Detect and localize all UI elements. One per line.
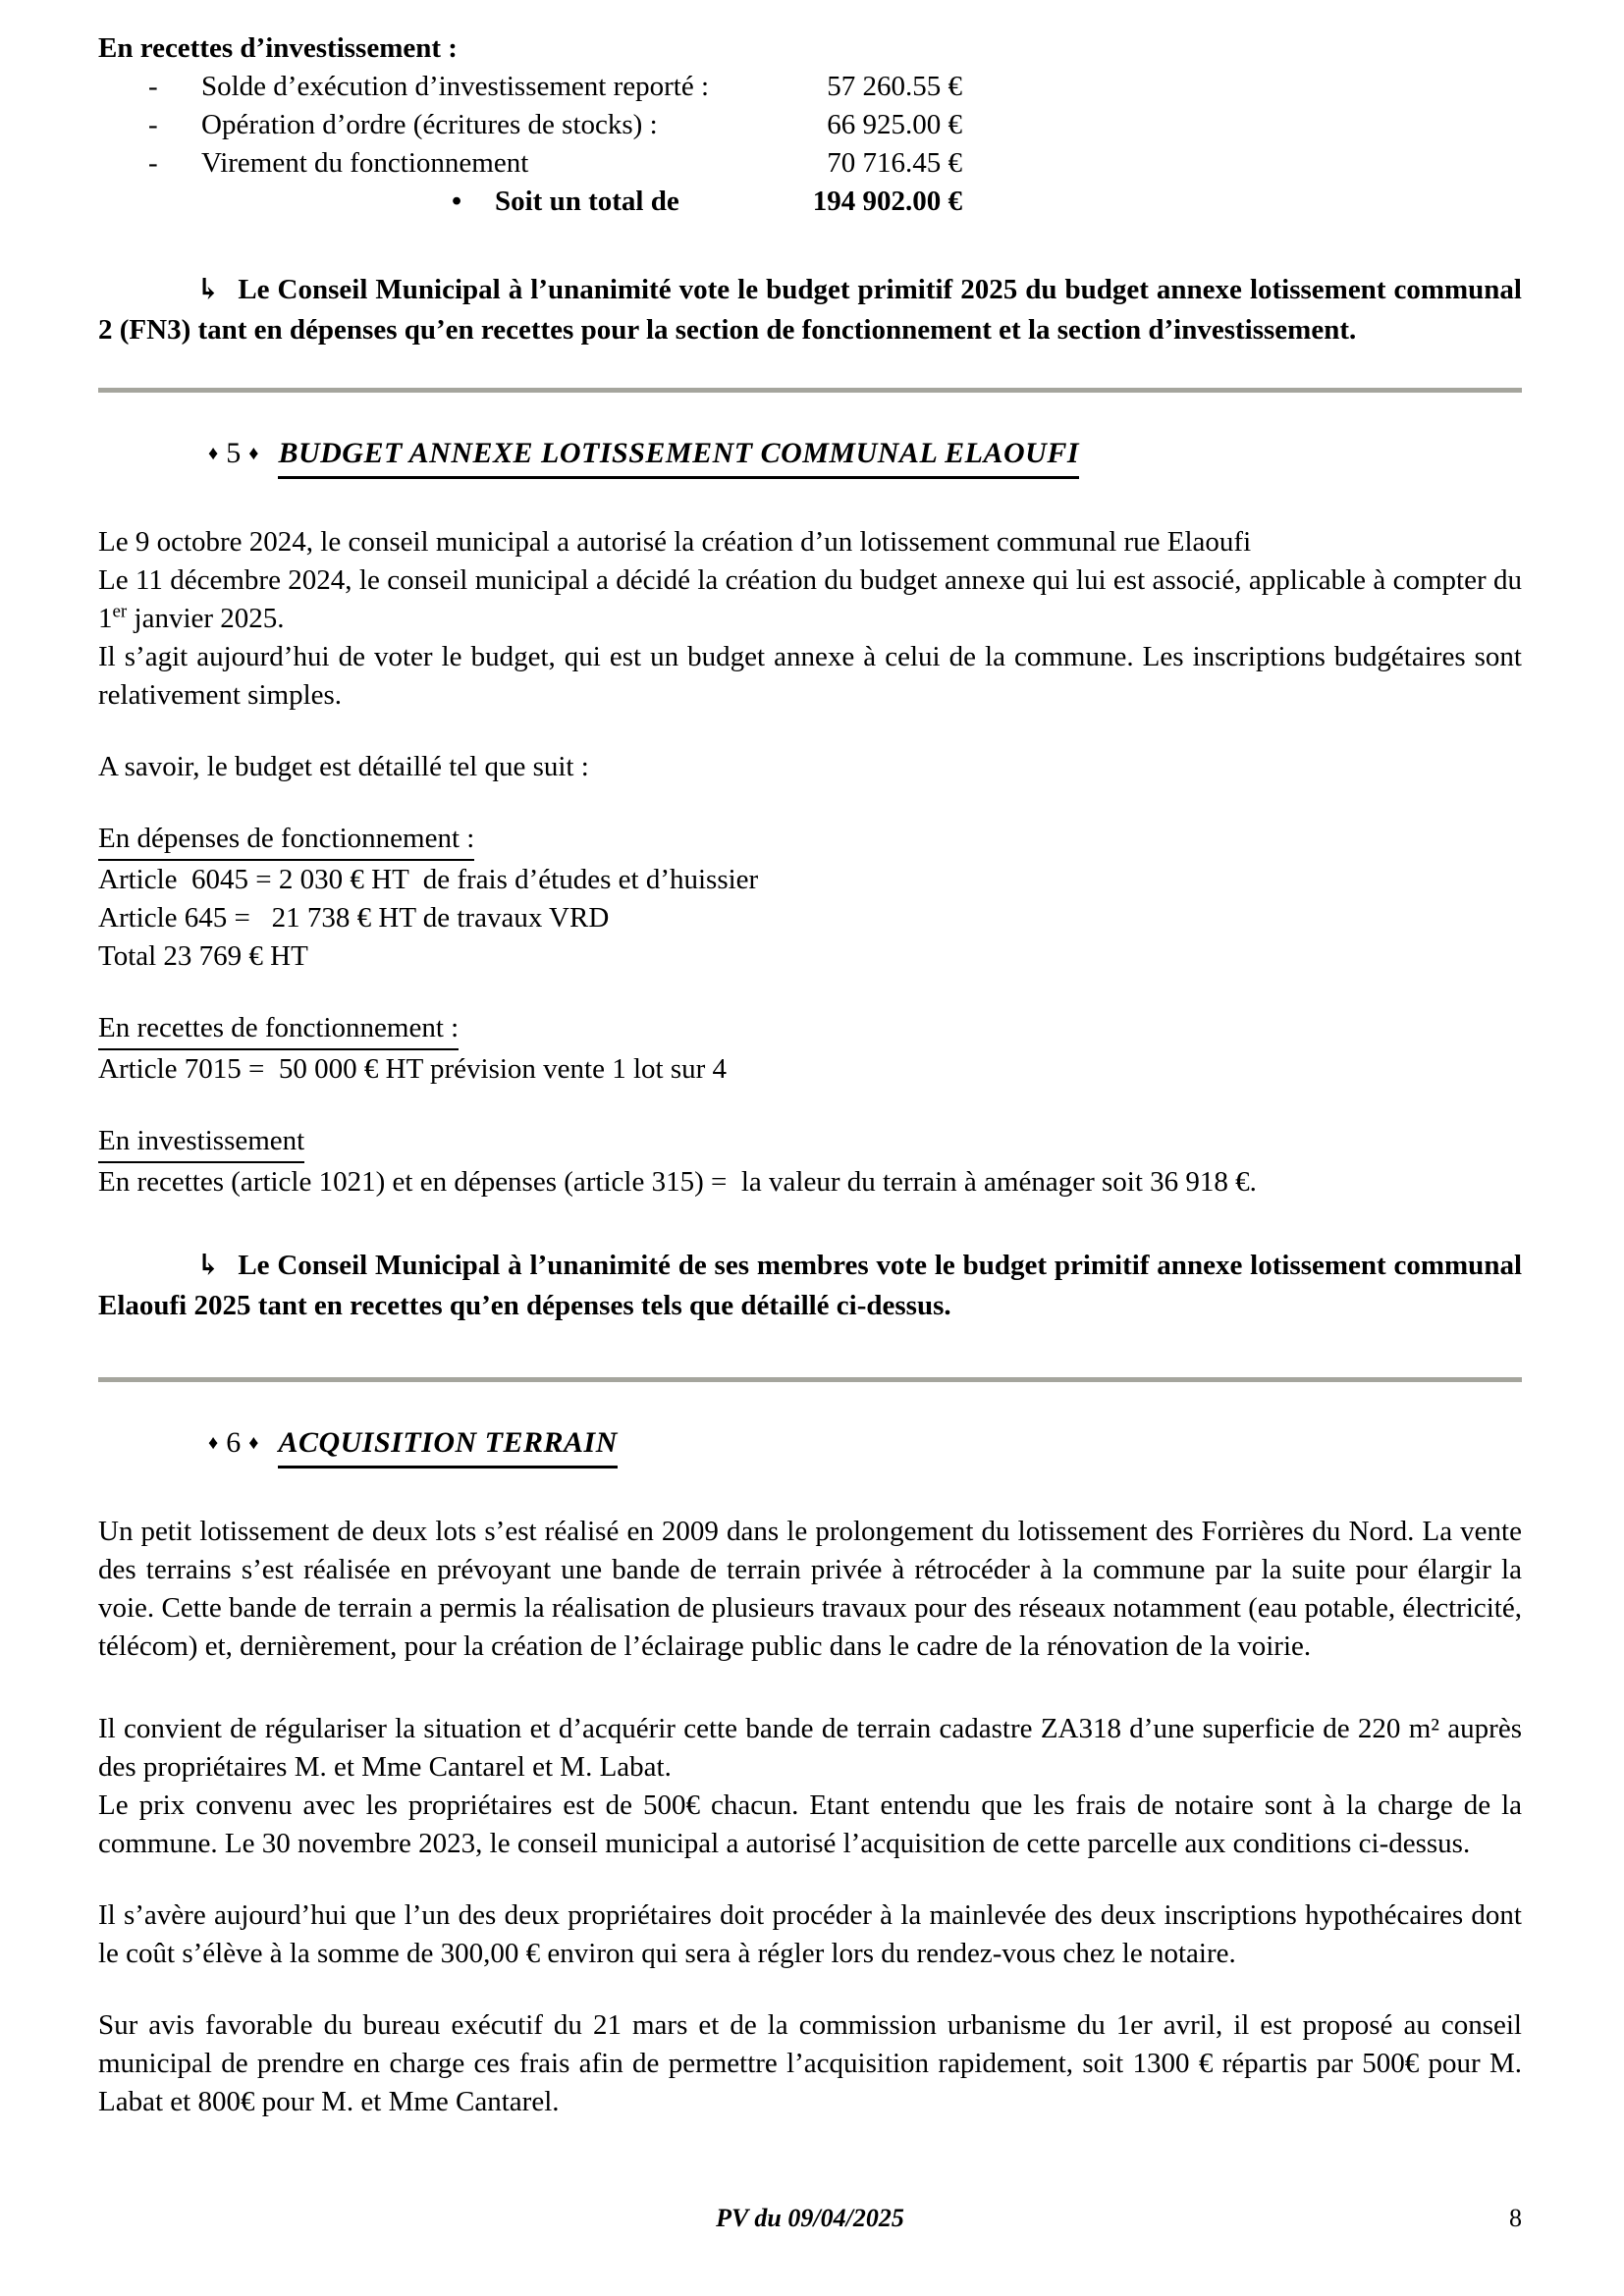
paragraph-a-savoir: A savoir, le budget est détaillé tel que suit :	[98, 751, 589, 782]
diamond-icon: ♦	[248, 443, 259, 464]
budget-line-article-645: Article 645 = 21 738 € HT de travaux VRD	[98, 902, 610, 934]
section-5-heading	[202, 434, 1522, 479]
text-line: Il s’agit aujourd’hui de voter le budget, qui est un budget annexe à celui de la commune. Les inscriptions budgétaires sont relativement simples.	[98, 641, 1522, 711]
section-divider	[98, 388, 1522, 393]
dash-marker: -	[148, 109, 158, 140]
item-value: 70 716.45 €	[827, 147, 962, 179]
section-number: 6	[226, 1426, 242, 1459]
section-6-heading	[202, 1423, 1522, 1468]
dash-marker: -	[148, 71, 158, 102]
subheading-recettes-fonctionnement	[98, 1009, 1522, 1050]
budget-line-article-6045: Article 6045 = 2 030 € HT de frais d’études et d’huissier	[98, 864, 759, 895]
text-line: Le 9 octobre 2024, le conseil municipal a autorisé la création d’un lotissement communal rue Elaoufi	[98, 526, 1252, 558]
page-number: 8	[1509, 2204, 1522, 2232]
paragraph-mainlevee: Il s’avère aujourd’hui que l’un des deux propriétaires doit procéder à la mainlevée des deux inscriptions hypothécaires dont le coût s’élève à la somme de 300,00 € environ qui sera à régler lors du rendez-vous chez le notaire.	[98, 1899, 1522, 1969]
superscript-er: er	[112, 601, 128, 622]
budget-line-investissement: En recettes (article 1021) et en dépenses (article 315) = la valeur du terrain à aménager soit 36 918 €.	[98, 1166, 1257, 1198]
dash-marker: -	[148, 147, 158, 179]
text-block: Le prix convenu avec les propriétaires est de 500€ chacun. Etant entendu que les frais de notaire sont à la charge de la commune. Le 30 novembre 2023, le conseil municipal a autorisé l’acquisition de cette parcelle aux conditions ci-dessus.	[98, 1789, 1522, 1859]
item-value: 57 260.55 €	[827, 71, 962, 102]
section-title: BUDGET ANNEXE LOTISSEMENT COMMUNAL ELAOUFI	[278, 434, 1079, 479]
budget-line-article-7015: Article 7015 = 50 000 € HT prévision vente 1 lot sur 4	[98, 1053, 728, 1085]
list-item	[98, 144, 962, 183]
page-footer	[98, 2202, 1522, 2235]
budget-line-total: Total 23 769 € HT	[98, 940, 308, 972]
diamond-icon: ♦	[248, 1432, 259, 1454]
section-title: ACQUISITION TERRAIN	[278, 1423, 617, 1468]
underlined-text: En investissement	[98, 1122, 304, 1163]
council-resolution-fn3	[98, 270, 1522, 350]
text-line	[98, 561, 1522, 638]
bullet-marker: •	[452, 186, 462, 217]
return-arrow-icon: ↳	[196, 1250, 221, 1281]
item-label: Opération d’ordre (écritures de stocks) :	[201, 109, 658, 140]
diamond-icon: ♦	[208, 1432, 219, 1454]
footer-title: PV du 09/04/2025	[716, 2204, 904, 2232]
council-resolution-elaoufi	[98, 1246, 1522, 1326]
paragraph-avis-favorable: Sur avis favorable du bureau exécutif du 21 mars et de la commission urbanisme du 1er avril, il est proposé au conseil municipal de prendre en charge ces frais afin de permettre l’acquisition rapidement, soit 1300 € répartis par 500€ pour M. Labat et 800€ pour M. et Mme Cantarel.	[98, 2009, 1522, 2117]
text-block: Il convient de régulariser la situation et d’acquérir cette bande de terrain cadastre ZA318 d’une superficie de 220 m² auprès des propriétaires M. et Mme Cantarel et M. Labat.	[98, 1713, 1522, 1783]
return-arrow-icon: ↳	[196, 274, 221, 305]
total-label: Soit un total de	[495, 186, 679, 217]
item-label: Virement du fonctionnement	[201, 147, 529, 179]
recettes-investissement-block	[98, 29, 1522, 221]
subheading-depenses-fonctionnement	[98, 820, 1522, 861]
text-segment: janvier 2025.	[127, 603, 285, 634]
item-value: 66 925.00 €	[827, 109, 962, 140]
text-segment: Le 11 décembre 2024, le conseil municipal a décidé la création du budget annexe qui lui est associé, applicable à compter du 1	[98, 564, 1522, 634]
underlined-text: En dépenses de fonctionnement :	[98, 820, 474, 861]
item-label: Solde d’exécution d’investissement reporté :	[201, 71, 710, 102]
paragraph-regularisation	[98, 1710, 1522, 1863]
total-value: 194 902.00 €	[812, 186, 962, 217]
section-number: 5	[226, 437, 242, 469]
total-row	[98, 183, 962, 221]
subheading-investissement	[98, 1122, 1522, 1163]
diamond-icon: ♦	[208, 443, 219, 464]
paragraph-lotissement-2009: Un petit lotissement de deux lots s’est réalisé en 2009 dans le prolongement du lotissement des Forrières du Nord. La vente des terrains s’est réalisée en prévoyant une bande de terrain privée à rétrocéder à la commune par la suite pour élargir la voie. Cette bande de terrain a permis la réalisation de plusieurs travaux pour des réseaux notamment (eau potable, électricité, télécom) et, dernièrement, pour la création de l’éclairage public dans le cadre de la rénovation de la voirie.	[98, 1516, 1522, 1662]
list-item	[98, 106, 962, 144]
resolution-text: Le Conseil Municipal à l’unanimité vote le budget primitif 2025 du budget annexe lotissement communal 2 (FN3) tant en dépenses qu’en recettes pour la section de fonctionnement et la section d’investissement.	[98, 274, 1522, 346]
section-divider	[98, 1377, 1522, 1382]
recettes-inv-heading: En recettes d’investissement :	[98, 32, 458, 64]
underlined-text: En recettes de fonctionnement :	[98, 1009, 459, 1050]
resolution-text: Le Conseil Municipal à l’unanimité de ses membres vote le budget primitif annexe lotissement communal Elaoufi 2025 tant en recettes qu’en dépenses tels que détaillé ci-dessus.	[98, 1250, 1522, 1321]
paragraph-creation-lotissement	[98, 523, 1522, 715]
list-item	[98, 68, 962, 106]
